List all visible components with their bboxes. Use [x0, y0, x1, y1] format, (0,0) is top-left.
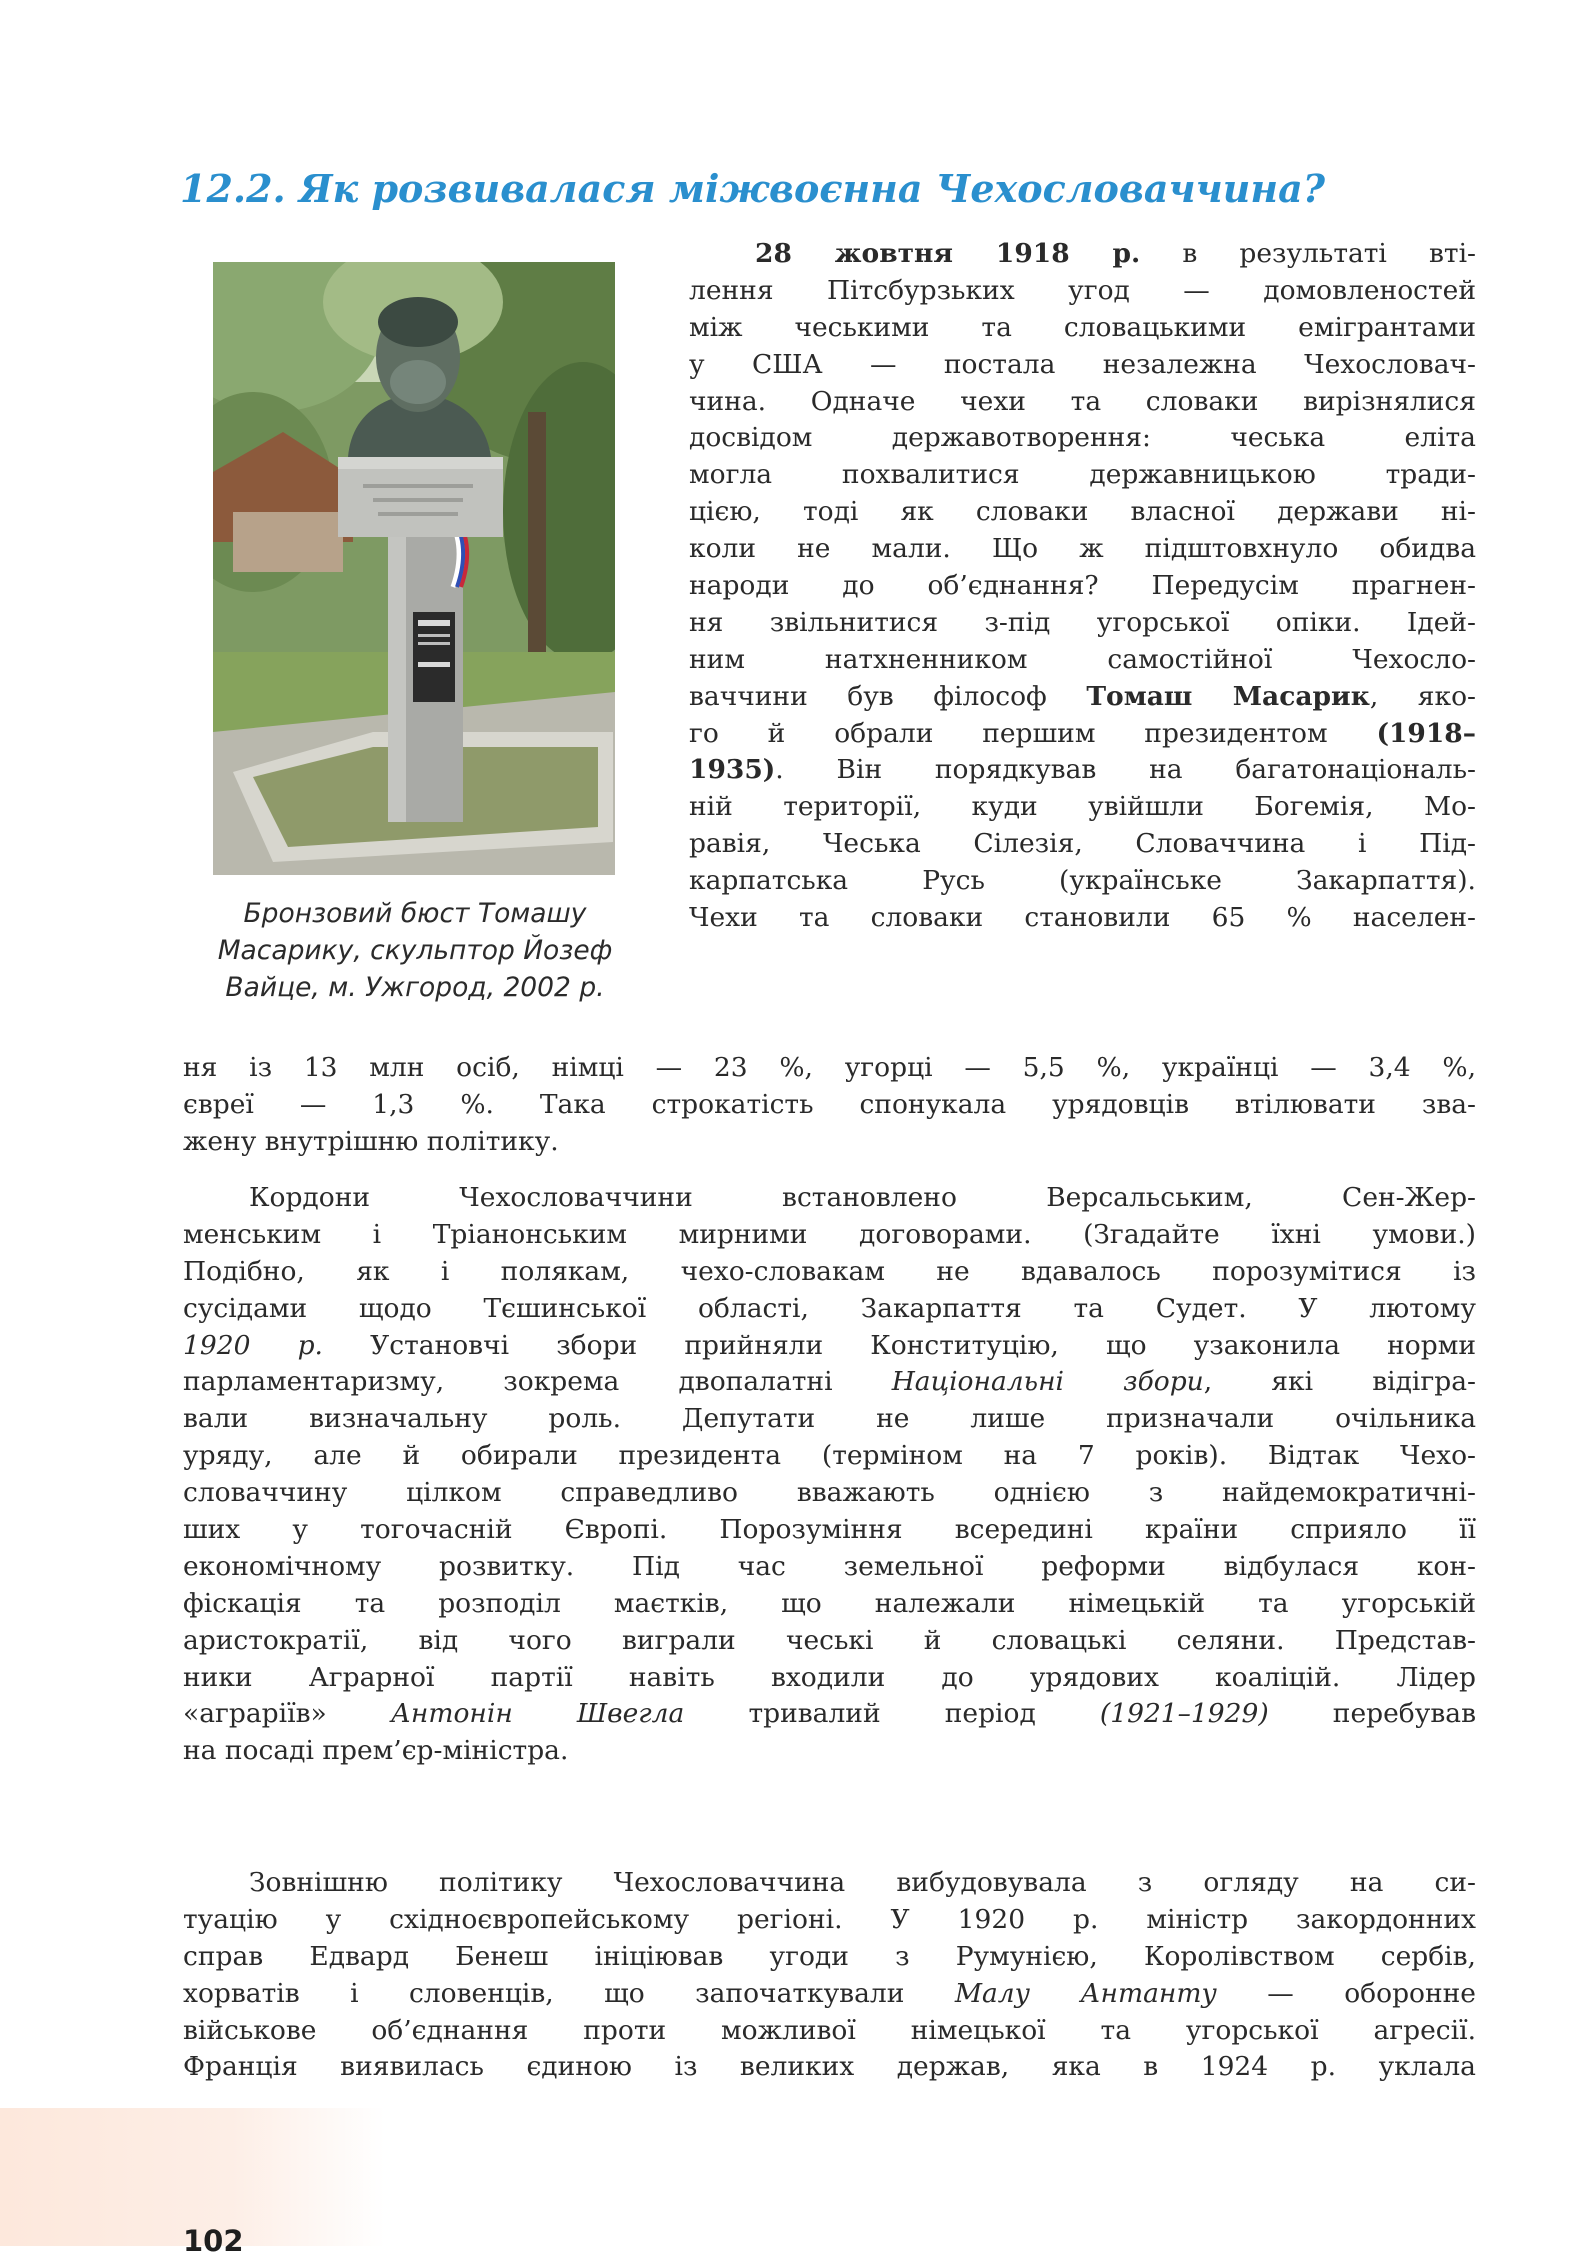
text-line: ній території, куди увійшли Богемія, Мо- — [689, 791, 1476, 823]
text-line: 1935). Він порядкував на багатонаціональ- — [689, 754, 1476, 786]
text-line: туацію у східноєвропейському регіоні. У 1920 р. міністр закордонних — [183, 1903, 1476, 1935]
text-line: ня із 13 млн осіб, німці — 23 %, угорці — 5,5 %, українці — 3,4 %, — [183, 1052, 1476, 1083]
text-line: аристократії, від чого виграли чеські й словацькі селяни. Представ- — [183, 1624, 1476, 1656]
text-line: ваччини був філософ Томаш Масарик, яко- — [689, 680, 1476, 712]
page-number: 102 — [183, 2224, 244, 2258]
text-line: вали визначальну роль. Депутати не лише призначали очільника — [183, 1403, 1476, 1435]
bust-photo — [213, 262, 615, 875]
paragraph-2 — [183, 1180, 1476, 1770]
photo-caption — [180, 895, 650, 1006]
text-line: коли не мали. Що ж підштовхнуло обидва — [689, 533, 1476, 565]
text-line: цією, тоді як словаки власної держави ні- — [689, 496, 1476, 528]
text-line: чина. Одначе чехи та словаки вирізнялися — [689, 385, 1476, 417]
text-line: карпатська Русь (українське Закарпаття). — [689, 865, 1476, 897]
text-line: фіскація та розподіл маєтків, що належали німецькій та угорській — [183, 1587, 1476, 1619]
text-line: словаччину цілком справедливо вважають однією з найдемократичні- — [183, 1477, 1476, 1509]
section-heading: 12.2. Як розвивалася міжвоєнна Чехословаччина? — [180, 166, 1326, 211]
text-line: Франція виявилась єдиною із великих держав, яка в 1924 р. уклала — [183, 2051, 1476, 2083]
caption-line: Масарику, скульптор Йозеф — [217, 935, 613, 966]
text-line: між чеськими та словацькими емігрантами — [689, 311, 1476, 343]
text-line: економічному розвитку. Під час земельної реформи відбулася кон- — [183, 1550, 1476, 1582]
text-line: парламентаризму, зокрема двопалатні Національні збори, які відігра- — [183, 1366, 1476, 1398]
caption-line: Бронзовий бюст Томашу — [243, 898, 587, 929]
paragraph-1-full — [183, 1050, 1476, 1161]
text-line: «аграріїв» Антонін Швегла тривалий період (1921–1929) перебував — [183, 1698, 1476, 1730]
text-line: ним натхненником самостійної Чехосло- — [689, 643, 1476, 675]
text-line: Кордони Чехословаччини встановлено Версальським, Сен-Жер- — [249, 1182, 1476, 1213]
text-line: народи до об’єднання? Передусім прагнен- — [689, 570, 1476, 602]
text-line: 28 жовтня 1918 р. в результаті вті- — [755, 238, 1476, 269]
text-line: справ Едвард Бенеш ініціював угоди з Румунією, Королівством сербів, — [183, 1940, 1476, 1972]
text-line: Подібно, як і полякам, чехо-словакам не вдавалось порозумітися із — [183, 1255, 1476, 1287]
text-line: у США — постала незалежна Чехословач- — [689, 348, 1476, 380]
text-line: Чехи та словаки становили 65 % населен- — [689, 902, 1476, 934]
text-line: жену внутрішню політику. — [183, 1125, 559, 1157]
text-line: равія, Чеська Сілезія, Словаччина і Під- — [689, 828, 1476, 860]
bust-photo-illustration — [213, 262, 615, 875]
text-line: на посаді прем’єр-міністра. — [183, 1735, 569, 1767]
text-line: могла похвалитися державницькою тради- — [689, 459, 1476, 491]
paragraph-1-wrapped — [689, 236, 1476, 937]
caption-line: Вайце, м. Ужгород, 2002 р. — [225, 972, 605, 1003]
text-line: Зовнішню політику Чехословаччина вибудовувала з огляду на си- — [249, 1867, 1476, 1898]
text-line: ших у тогочасній Європі. Порозуміння всередині країни сприяло її — [183, 1514, 1476, 1546]
paragraph-3 — [183, 1865, 1476, 2086]
text-line: ня звільнитися з-під угорської опіки. Ідей- — [689, 606, 1476, 638]
text-line: сусідами щодо Тєшинської області, Закарпаття та Судет. У лютому — [183, 1292, 1476, 1324]
text-line: євреї — 1,3 %. Така строкатість спонукала урядовців втілювати зва- — [183, 1088, 1476, 1120]
text-line: ники Аграрної партії навіть входили до урядових коаліцій. Лідер — [183, 1661, 1476, 1693]
text-line: хорватів і словенців, що започаткували Малу Антанту — оборонне — [183, 1977, 1476, 2009]
text-line: військове об’єднання проти можливої німецької та угорської агресії. — [183, 2014, 1476, 2046]
text-line: го й обрали першим президентом (1918– — [689, 717, 1476, 749]
text-line: 1920 р. Установчі збори прийняли Конституцію, що узаконила норми — [183, 1329, 1476, 1361]
text-line: досвідом державотворення: чеська еліта — [689, 422, 1476, 454]
text-line: менським і Тріанонським мирними договорами. (Згадайте їхні умови.) — [183, 1218, 1476, 1250]
text-line: лення Пітсбурзьких угод — домовленостей — [689, 274, 1476, 306]
text-line: уряду, але й обирали президента (терміном на 7 років). Відтак Чехо- — [183, 1440, 1476, 1472]
